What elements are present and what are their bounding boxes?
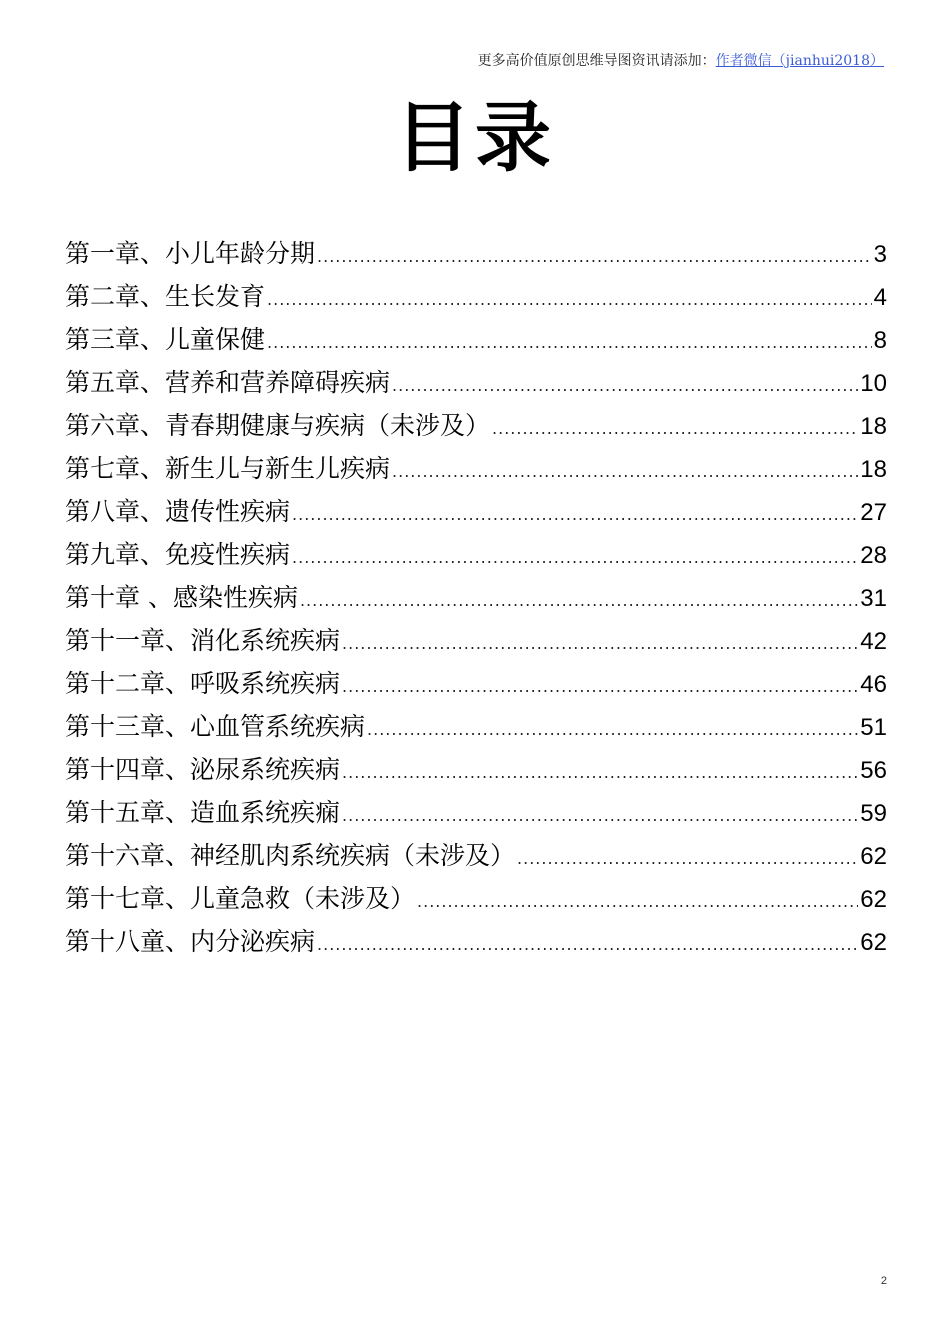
toc-dot-leader (300, 579, 858, 622)
toc-entry-4[interactable] (65, 361, 887, 404)
toc-entry-page: 4 (873, 284, 887, 311)
toc-entry-page: 46 (860, 671, 887, 698)
toc-entry-page: 51 (860, 714, 887, 741)
toc-entry-page: 59 (860, 800, 887, 827)
toc-dot-leader (417, 880, 858, 923)
toc-entry-title: 第三章、儿童保健 (65, 325, 266, 354)
toc-dot-leader (392, 364, 858, 407)
toc-entry-title: 第六章、青春期健康与疾病（未涉及） (65, 411, 491, 440)
toc-dot-leader (492, 407, 858, 450)
toc-entry-9[interactable] (65, 576, 887, 619)
toc-entry-page: 42 (860, 628, 887, 655)
toc-entry-page: 31 (860, 585, 887, 612)
toc-entry-title: 第十二章、呼吸系统疾病 (65, 669, 341, 698)
toc-entry-page: 62 (860, 843, 887, 870)
table-of-contents (65, 232, 887, 963)
toc-entry-title: 第七章、新生儿与新生儿疾病 (65, 454, 391, 483)
toc-entry-3[interactable] (65, 318, 887, 361)
toc-entry-title: 第十一章、消化系统疾病 (65, 626, 341, 655)
toc-dot-leader (292, 493, 858, 536)
toc-entry-8[interactable] (65, 533, 887, 576)
toc-entry-page: 3 (873, 241, 887, 268)
toc-dot-leader (342, 665, 858, 708)
toc-entry-title: 第五章、营养和营养障碍疾病 (65, 368, 391, 397)
header-prefix: 更多高价值原创思维导图资讯请添加： (477, 53, 716, 69)
toc-entry-page: 27 (860, 499, 887, 526)
toc-entry-page: 56 (860, 757, 887, 784)
toc-dot-leader (342, 751, 858, 794)
toc-entry-1[interactable] (65, 232, 887, 275)
toc-entry-page: 18 (860, 413, 887, 440)
toc-entry-7[interactable] (65, 490, 887, 533)
toc-entry-12[interactable] (65, 705, 887, 748)
toc-entry-page: 62 (860, 886, 887, 913)
toc-entry-title: 第九章、免疫性疾病 (65, 540, 291, 569)
toc-dot-leader (342, 794, 858, 837)
toc-entry-title: 第十五章、造血系统疾痫 (65, 798, 341, 827)
toc-entry-page: 28 (860, 542, 887, 569)
toc-entry-16[interactable] (65, 877, 887, 920)
toc-entry-2[interactable] (65, 275, 887, 318)
toc-entry-11[interactable] (65, 662, 887, 705)
toc-entry-title: 第八章、遗传性疾病 (65, 497, 291, 526)
toc-dot-leader (267, 321, 872, 364)
toc-dot-leader (367, 708, 858, 751)
toc-entry-page: 10 (860, 370, 887, 397)
toc-dot-leader (317, 923, 858, 966)
toc-entry-15[interactable] (65, 834, 887, 877)
toc-entry-title: 第十四章、泌尿系统疾病 (65, 755, 341, 784)
page-number: 2 (880, 1275, 887, 1287)
toc-dot-leader (342, 622, 858, 665)
toc-entry-13[interactable] (65, 748, 887, 791)
toc-entry-5[interactable] (65, 404, 887, 447)
toc-entry-title: 第十三章、心血管系统疾病 (65, 712, 366, 741)
page-header (478, 50, 884, 70)
toc-entry-6[interactable] (65, 447, 887, 490)
toc-entry-title: 第十章 、感染性疾病 (65, 583, 298, 612)
toc-dot-leader (267, 278, 872, 321)
toc-entry-10[interactable] (65, 619, 887, 662)
toc-entry-page: 62 (860, 929, 887, 956)
toc-entry-title: 第十七章、儿童急救（未涉及） (65, 884, 416, 913)
toc-dot-leader (292, 536, 858, 579)
toc-entry-page: 18 (860, 456, 887, 483)
toc-entry-17[interactable] (65, 920, 887, 963)
toc-dot-leader (517, 837, 858, 880)
toc-entry-page: 8 (873, 327, 887, 354)
toc-entry-title: 第十八童、内分泌疾病 (65, 927, 316, 956)
author-wechat-link[interactable]: 作者微信（jianhui2018） (715, 53, 884, 69)
toc-entry-title: 第十六章、神经肌肉系统疾病（未涉及） (65, 841, 516, 870)
toc-dot-leader (392, 450, 858, 493)
page-title: 目录 (395, 93, 555, 182)
toc-dot-leader (317, 235, 872, 278)
toc-entry-title: 第一章、小儿年龄分期 (65, 239, 316, 268)
toc-entry-title: 第二章、生长发育 (65, 282, 266, 311)
toc-entry-14[interactable] (65, 791, 887, 834)
